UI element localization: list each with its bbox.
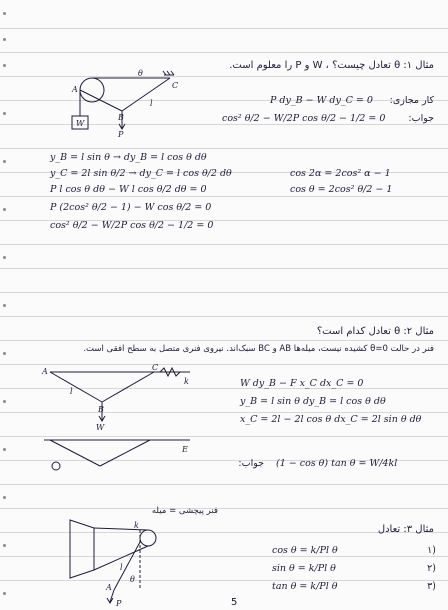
step-5: cos² θ/2 − W/2P cos θ/2 − 1/2 = 0 <box>50 220 214 231</box>
problem3-figure <box>60 510 170 606</box>
identity-2: cos θ = 2cos² θ/2 − 1 <box>290 184 393 195</box>
answer-label: جواب: <box>408 113 434 124</box>
margin-mark <box>3 496 6 499</box>
label-l: l <box>150 99 153 108</box>
step-4: P (2cos² θ/2 − 1) − W cos θ/2 = 0 <box>50 202 212 213</box>
rod <box>114 542 140 590</box>
ruled-line <box>0 292 448 293</box>
margin-mark <box>3 208 6 211</box>
rod-BC <box>102 372 154 402</box>
ruled-line <box>0 268 448 269</box>
p3-eq-3: tan θ = k/Pl θ <box>272 581 338 592</box>
label-C: C <box>152 363 159 372</box>
p2-step-3: x_C = 2l − 2l cos θ dx_C = 2l sin θ dθ <box>240 414 422 425</box>
ruled-line <box>0 52 448 53</box>
margin-mark <box>3 352 6 355</box>
problem1-figure <box>50 68 180 138</box>
margin-mark <box>3 112 6 115</box>
rod-AB <box>50 372 102 402</box>
problem2-figure <box>40 362 200 472</box>
label-k: k <box>134 521 139 530</box>
work-label: کار مجازی: <box>389 95 434 106</box>
label-l: l <box>120 563 123 572</box>
label-W: W <box>76 119 85 128</box>
label-B: B <box>118 113 124 122</box>
label-A: A <box>42 367 48 376</box>
problem2-title: مثال ۲: θ تعادل کدام است؟ <box>316 326 434 337</box>
answer-equation: cos² θ/2 − W/2P cos θ/2 − 1/2 = 0 <box>222 113 386 124</box>
label-k: k <box>184 377 189 386</box>
p3-eq-1: cos θ = k/Pl θ <box>272 545 338 556</box>
rod-lower-2 <box>100 440 150 466</box>
ruled-line <box>0 340 448 341</box>
p2-answer-equation: (1 − cos θ) tan θ = W/4kl <box>276 458 398 469</box>
p3-num-2: (۲ <box>427 563 436 574</box>
label-B: B <box>98 405 104 414</box>
torsion-pivot <box>140 530 156 546</box>
p3-num-1: (۱ <box>427 545 436 556</box>
rod-BC <box>122 78 170 111</box>
label-theta: θ <box>138 69 143 78</box>
ruled-line <box>0 28 448 29</box>
top-edge <box>94 528 148 530</box>
p3-num-3: (۳ <box>427 581 436 592</box>
margin-mark <box>3 592 6 595</box>
ruled-line <box>0 196 448 197</box>
label-A: A <box>72 85 78 94</box>
margin-mark <box>3 400 6 403</box>
fixed-block <box>70 520 94 578</box>
support-circle <box>52 462 60 470</box>
margin-mark <box>3 448 6 451</box>
margin-mark <box>3 256 6 259</box>
ruled-line <box>0 148 448 149</box>
identity-1: cos 2α = 2cos² α − 1 <box>290 168 391 179</box>
label-P: P <box>118 130 124 139</box>
ruled-line <box>0 316 448 317</box>
label-A: A <box>106 583 112 592</box>
margin-mark <box>3 544 6 547</box>
margin-mark <box>3 160 6 163</box>
problem3-title: مثال ۳: تعادل <box>377 524 434 535</box>
margin-mark <box>3 12 6 15</box>
wall-hatch <box>163 71 174 75</box>
label-W: W <box>96 423 105 432</box>
work-equation: P dy_B − W dy_C = 0 <box>270 95 373 106</box>
label-E: E <box>182 445 188 454</box>
step-3: P l cos θ dθ − W l cos θ/2 dθ = 0 <box>50 184 207 195</box>
margin-mark <box>3 304 6 307</box>
step-2: y_C = 2l sin θ/2 → dy_C = l cos θ/2 dθ <box>50 168 232 179</box>
page-number: 5 <box>231 597 238 608</box>
step-1: y_B = l sin θ → dy_B = l cos θ dθ <box>50 152 207 163</box>
p3-eq-2: sin θ = k/Pl θ <box>272 563 336 574</box>
label-theta: θ <box>130 575 135 584</box>
label-C: C <box>172 81 179 90</box>
problem2-statement: فنر در حالت θ=0 کشیده نیست، میله‌ها AB و BC سبک‌اند. نیروی فنری متصل به سطح افقی است. <box>83 344 434 354</box>
problem1-title: مثال ۱: θ تعادل چیست؟ ، W و P را معلوم است. <box>229 60 434 71</box>
margin-mark <box>3 38 6 41</box>
ruled-line <box>0 244 448 245</box>
margin-mark <box>3 64 6 67</box>
p2-step-1: W dy_B − F x_C dx_C = 0 <box>240 378 364 389</box>
p2-step-2: y_B = l sin θ dy_B = l cos θ dθ <box>240 396 386 407</box>
p2-answer-label: جواب: <box>238 458 264 469</box>
label-P: P <box>116 599 122 608</box>
ruled-line <box>0 508 448 509</box>
pulley <box>80 78 104 102</box>
label-l: l <box>70 387 73 396</box>
problem3-note: فنر پیچشی = میله <box>151 506 218 516</box>
ruled-line <box>0 484 448 485</box>
